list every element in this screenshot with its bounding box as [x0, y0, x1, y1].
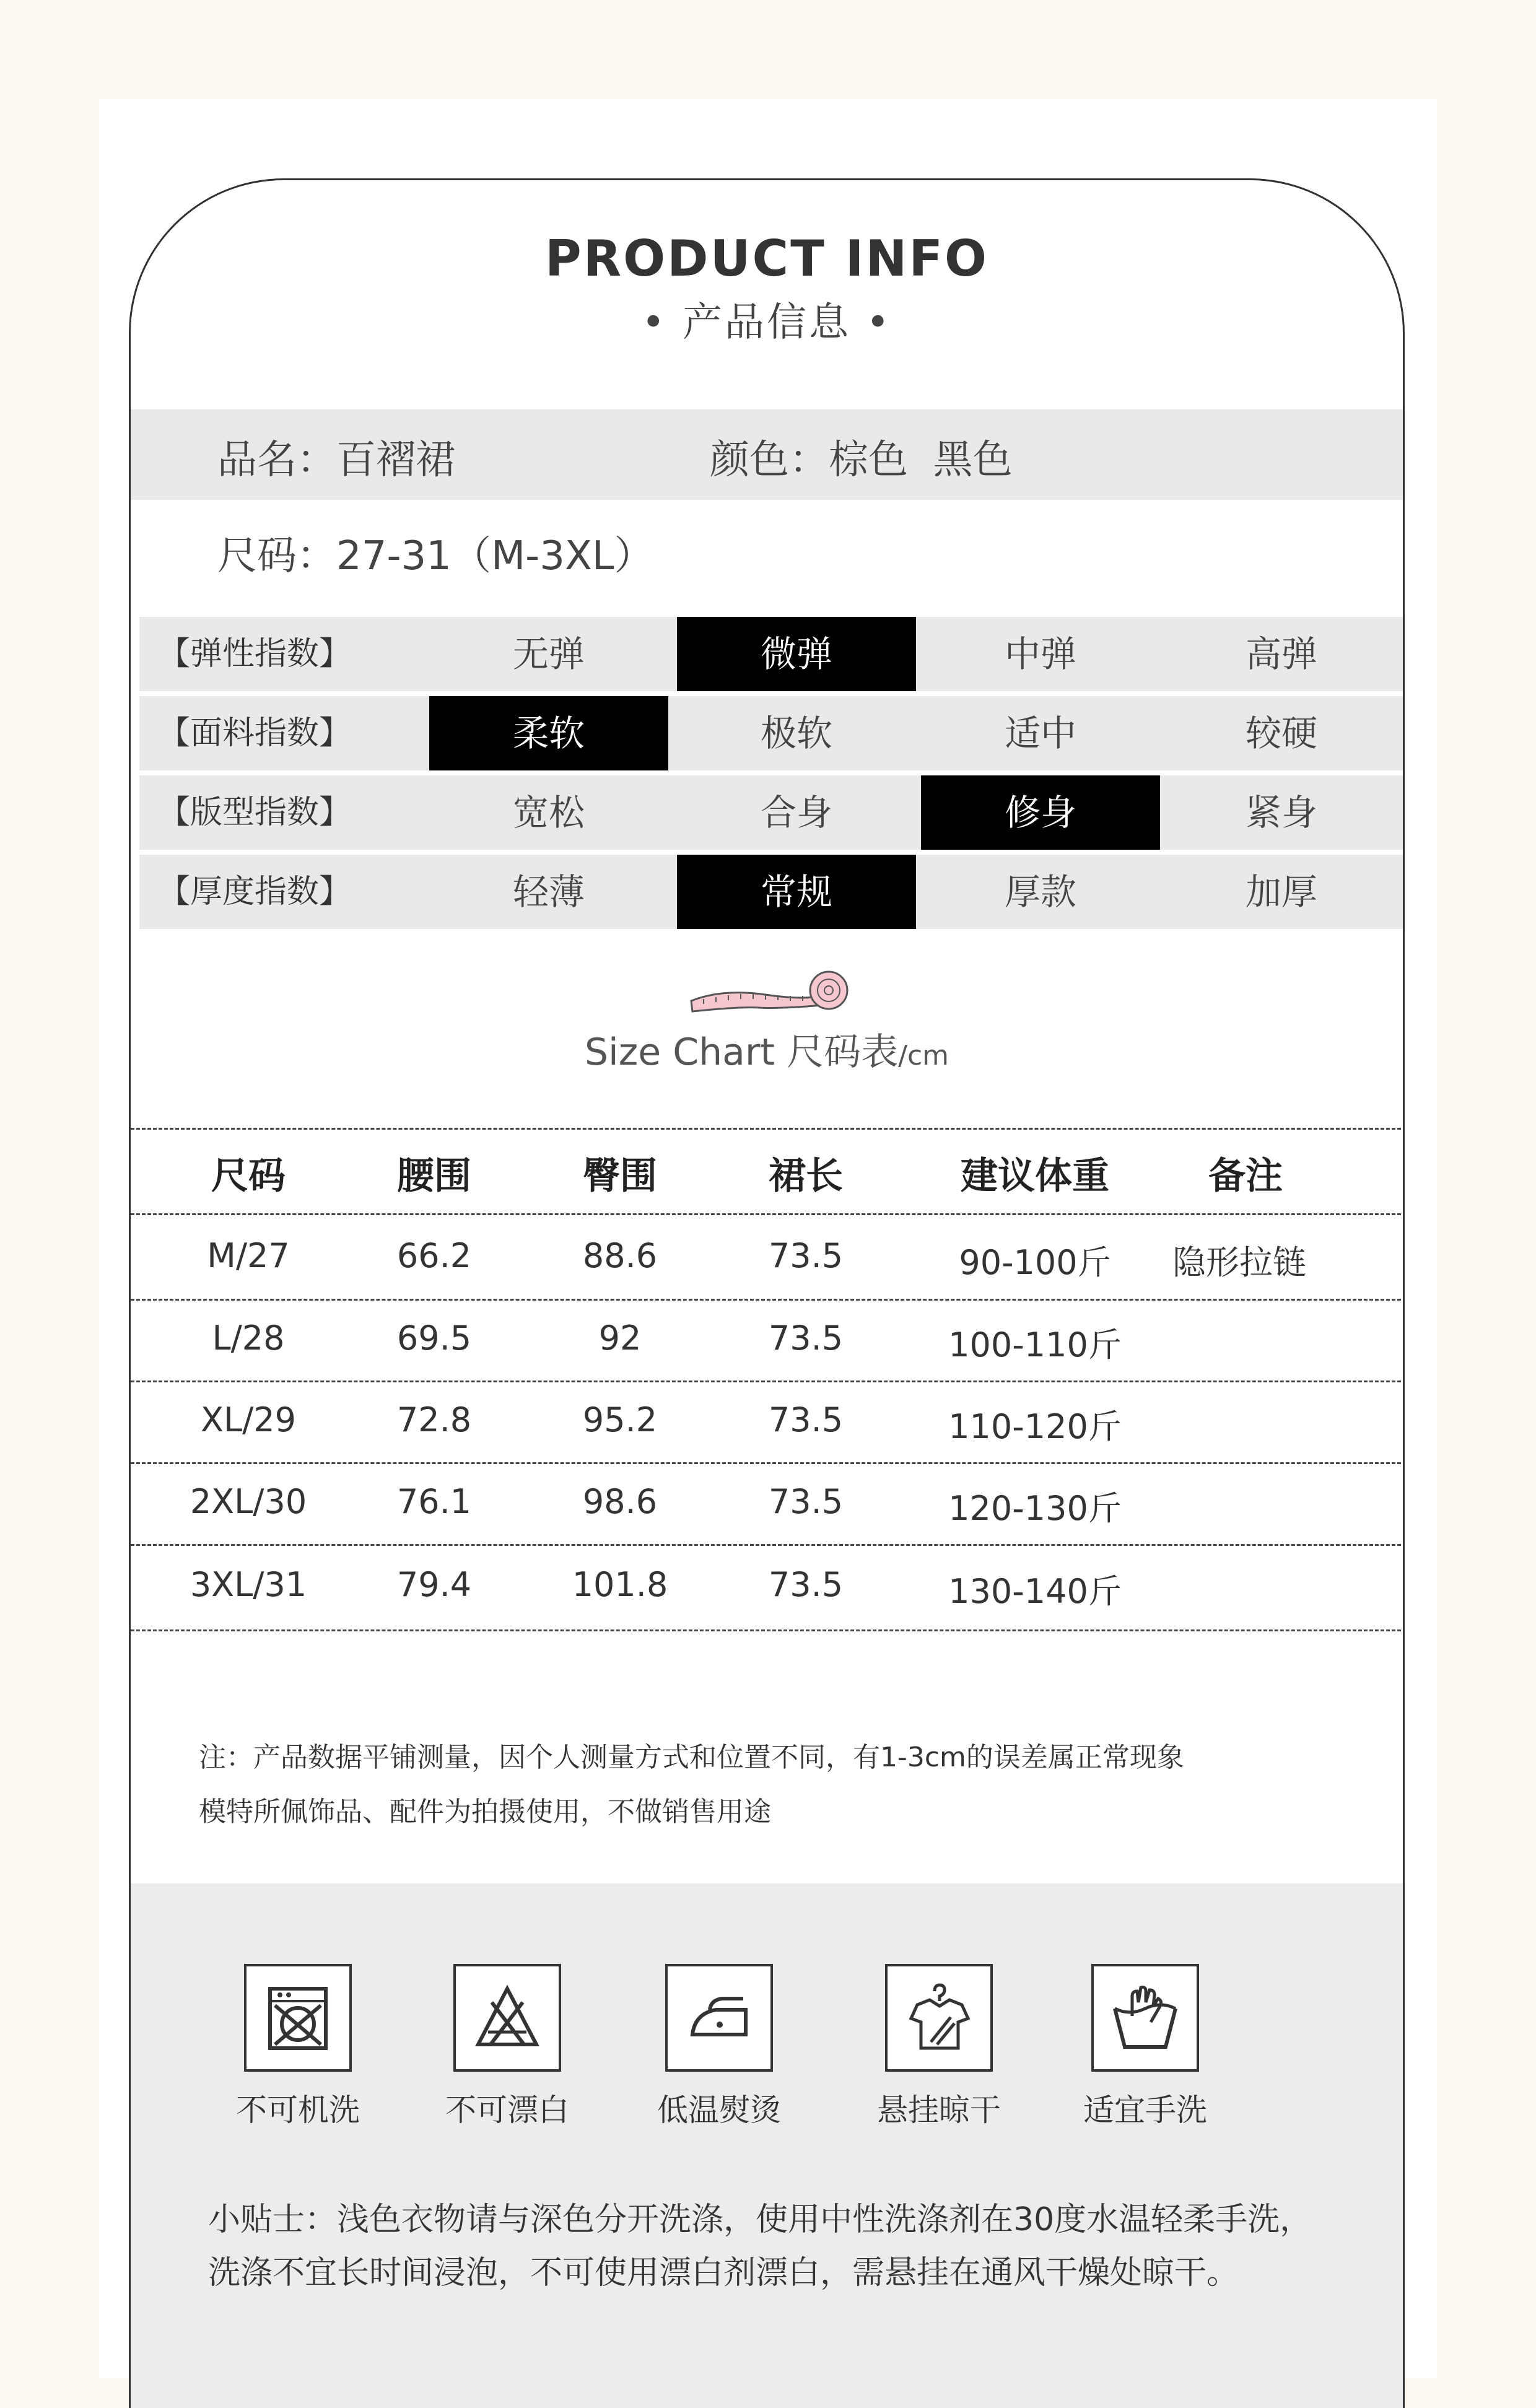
table-cell: 73.5 — [768, 1319, 844, 1358]
table-header-cell: 臀围 — [583, 1154, 657, 1198]
table-cell: L/28 — [212, 1319, 285, 1358]
product-color-label: 颜色： — [710, 437, 829, 483]
table-cell: 76.1 — [396, 1482, 472, 1521]
index-option: 中弹 — [1004, 633, 1076, 675]
hand-wash-icon — [1105, 1978, 1185, 2058]
table-cell: 3XL/31 — [190, 1565, 307, 1604]
index-option: 极软 — [760, 712, 832, 754]
page-subtitle: • 产品信息 • — [641, 300, 892, 346]
hang-dry-icon — [899, 1978, 979, 2058]
table-cell: 90-100斤 — [959, 1243, 1111, 1282]
product-size-value: 27-31（M-3XL） — [336, 533, 654, 579]
no-bleach-icon — [467, 1978, 548, 2058]
measurement-note: 注：产品数据平铺测量，因个人测量方式和位置不同，有1-3cm的误差属正常现象 — [199, 1742, 1184, 1773]
index-option: 宽松 — [512, 792, 585, 834]
size-chart-title — [131, 1023, 1403, 1076]
care-item-hand-wash — [1065, 1964, 1226, 2130]
table-divider — [131, 1544, 1405, 1546]
table-cell: 73.5 — [768, 1565, 844, 1604]
index-label: 【版型指数】 — [158, 794, 352, 831]
table-cell: 98.6 — [582, 1482, 658, 1521]
index-row-thickness — [139, 855, 1403, 929]
care-item-no-machine-wash — [217, 1964, 378, 2130]
table-cell: 2XL/30 — [190, 1482, 307, 1521]
product-color-value: 棕色 黑色 — [829, 437, 1013, 483]
index-option: 轻薄 — [512, 871, 585, 913]
table-cell: 130-140斤 — [948, 1572, 1122, 1611]
size-chart-title-en: Size Chart — [584, 1031, 775, 1074]
care-label: 低温熨烫 — [657, 2092, 781, 2128]
table-header-cell: 腰围 — [397, 1154, 471, 1198]
index-option: 无弹 — [512, 633, 585, 675]
product-info-card — [129, 178, 1405, 2408]
index-option-selected: 常规 — [677, 855, 916, 929]
care-item-hang-dry — [858, 1964, 1019, 2130]
table-cell: 69.5 — [396, 1319, 472, 1358]
care-label: 不可机洗 — [236, 2092, 360, 2128]
product-size — [217, 524, 654, 581]
product-size-label: 尺码： — [217, 533, 336, 579]
care-label: 不可漂白 — [445, 2092, 569, 2128]
table-cell: 92 — [598, 1319, 642, 1358]
table-divider — [131, 1381, 1405, 1382]
care-item-low-temp-iron — [639, 1964, 800, 2130]
table-cell: M/27 — [207, 1236, 290, 1275]
index-option: 较硬 — [1245, 712, 1317, 754]
product-color — [710, 428, 1013, 485]
table-cell: 101.8 — [572, 1565, 668, 1604]
table-header-cell: 裙长 — [769, 1154, 843, 1198]
table-cell: 73.5 — [768, 1400, 844, 1439]
table-cell: 100-110斤 — [948, 1325, 1122, 1364]
table-cell: 隐形拉链 — [1172, 1243, 1306, 1282]
product-name — [217, 428, 455, 485]
care-instructions — [131, 1883, 1403, 2408]
index-label: 【厚度指数】 — [158, 873, 352, 910]
table-cell: 73.5 — [768, 1236, 844, 1275]
table-divider — [131, 1299, 1405, 1301]
index-option: 合身 — [760, 792, 832, 834]
measuring-tape-icon — [685, 967, 852, 1023]
table-divider — [131, 1629, 1405, 1631]
index-row-elasticity — [139, 617, 1403, 691]
table-header-cell: 建议体重 — [961, 1154, 1109, 1198]
table-cell: 72.8 — [396, 1400, 472, 1439]
table-divider — [131, 1128, 1405, 1130]
care-tip-line: 洗涤不宜长时间浸泡，不可使用漂白剂漂白，需悬挂在通风干燥处晾干。 — [208, 2254, 1239, 2292]
index-option-selected: 柔软 — [429, 696, 668, 770]
table-cell: XL/29 — [201, 1400, 296, 1439]
index-label: 【面料指数】 — [158, 715, 352, 752]
table-cell: 120-130斤 — [948, 1489, 1122, 1528]
table-cell: 73.5 — [768, 1482, 844, 1521]
size-chart-title-zh: 尺码表 — [787, 1031, 899, 1074]
care-label: 适宜手洗 — [1083, 2092, 1207, 2128]
index-option: 高弹 — [1245, 633, 1317, 675]
table-cell: 66.2 — [396, 1236, 472, 1275]
index-row-fabric — [139, 696, 1403, 770]
index-option-selected: 修身 — [921, 775, 1160, 850]
product-name-label: 品名： — [217, 437, 336, 483]
page-title: PRODUCT INFO — [544, 230, 989, 287]
care-label: 悬挂晾干 — [877, 2092, 1001, 2128]
low-temp-iron-icon — [679, 1978, 759, 2058]
index-option: 加厚 — [1245, 871, 1317, 913]
care-tip-line: 小贴士：浅色衣物请与深色分开洗涤，使用中性洗涤剂在30度水温轻柔手洗， — [208, 2201, 1312, 2238]
table-cell: 79.4 — [396, 1565, 472, 1604]
index-option-selected: 微弹 — [677, 617, 916, 691]
accessories-note: 模特所佩饰品、配件为拍摄使用，不做销售用途 — [199, 1796, 771, 1828]
index-option: 适中 — [1004, 712, 1076, 754]
index-row-fit — [139, 775, 1403, 850]
care-item-no-bleach — [427, 1964, 588, 2130]
no-machine-wash-icon — [258, 1978, 338, 2058]
index-option: 厚款 — [1004, 871, 1076, 913]
table-cell: 88.6 — [582, 1236, 658, 1275]
table-header-cell: 备注 — [1208, 1154, 1283, 1198]
table-divider — [131, 1213, 1405, 1215]
table-cell: 110-120斤 — [948, 1407, 1122, 1446]
table-divider — [131, 1462, 1405, 1464]
table-header-cell: 尺码 — [211, 1154, 286, 1198]
size-chart-unit: /cm — [898, 1040, 949, 1071]
index-label: 【弹性指数】 — [158, 635, 352, 673]
index-option: 紧身 — [1245, 792, 1317, 834]
table-cell: 95.2 — [582, 1400, 658, 1439]
product-name-value: 百褶裙 — [336, 437, 455, 483]
